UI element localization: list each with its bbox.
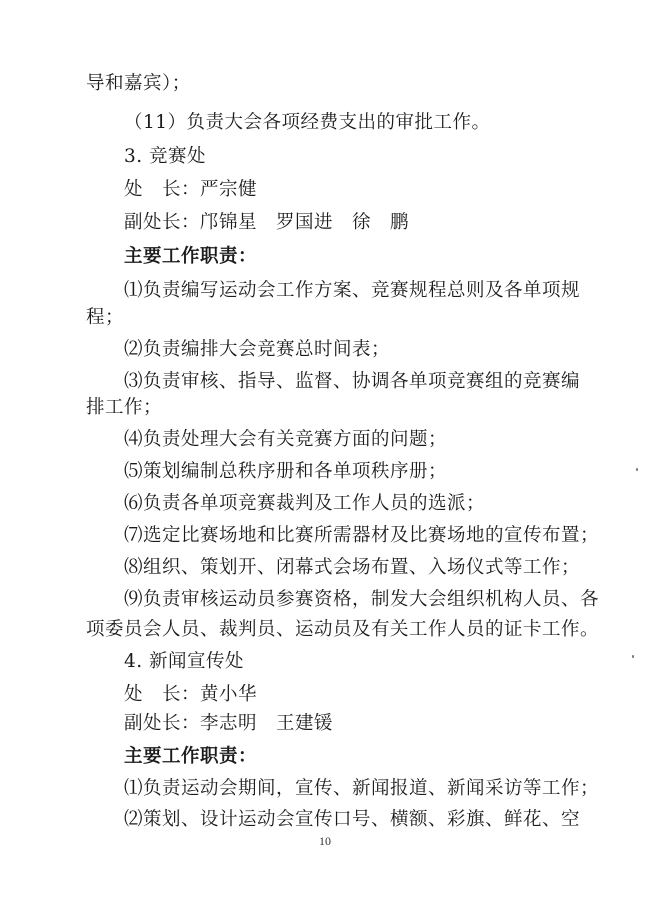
text-line-item-8: ⑻组织、策划开、闭幕式会场布置、入场仪式等工作； xyxy=(124,557,581,578)
deputy-director-line: 副处长：邝锦星 罗国进 徐 鹏 xyxy=(124,212,410,233)
text-line-news-item-1: ⑴负责运动会期间，宣传、新闻报道、新闻采访等工作； xyxy=(124,778,600,799)
text-line-item-5: ⑸策划编制总秩序册和各单项秩序册； xyxy=(124,461,448,482)
text-line-item-1: ⑴负责编写运动会工作方案、竞赛规程总则及各单项规 xyxy=(124,280,581,301)
text-line-item-9-continued: 项委员会人员、裁判员、运动员及有关工作人员的证卡工作。 xyxy=(86,619,600,640)
page-number: 10 xyxy=(319,834,331,848)
deputy-director-line-news: 副处长：李志明 王建锾 xyxy=(124,713,334,734)
text-line-continuation: 导和嘉宾）； xyxy=(86,73,191,94)
text-line-item-1-continued: 程； xyxy=(86,307,125,328)
scan-speck xyxy=(636,468,638,471)
text-line-item-4: ⑷负责处理大会有关竞赛方面的问题； xyxy=(124,429,448,450)
text-line-news-item-2: ⑵策划、设计运动会宣传口号、横额、彩旗、鲜花、空 xyxy=(124,809,581,830)
responsibilities-heading-news: 主要工作职责： xyxy=(124,746,258,767)
section-heading-competition: 3. 竞赛处 xyxy=(124,146,207,167)
scan-speck xyxy=(632,655,634,658)
text-line-item-9: ⑼负责审核运动员参赛资格，制发大会组织机构人员、各 xyxy=(124,589,600,610)
text-line-item-6: ⑹负责各单项竞赛裁判及工作人员的选派； xyxy=(124,493,486,514)
director-line: 处 长：严宗健 xyxy=(124,179,258,200)
responsibilities-heading: 主要工作职责： xyxy=(124,246,258,267)
director-line-news: 处 长：黄小华 xyxy=(124,684,258,705)
text-line-item-2: ⑵负责编排大会竞赛总时间表； xyxy=(124,339,391,360)
section-heading-news: 4. 新闻宣传处 xyxy=(124,651,245,672)
text-line-item-7: ⑺选定比赛场地和比赛所需器材及比赛场地的宣传布置； xyxy=(124,525,600,546)
text-line-item-11: （11）负责大会各项经费支出的审批工作。 xyxy=(124,112,491,133)
text-line-item-3: ⑶负责审核、指导、监督、协调各单项竞赛组的竞赛编 xyxy=(124,371,581,392)
text-line-item-3-continued: 排工作； xyxy=(86,397,163,418)
